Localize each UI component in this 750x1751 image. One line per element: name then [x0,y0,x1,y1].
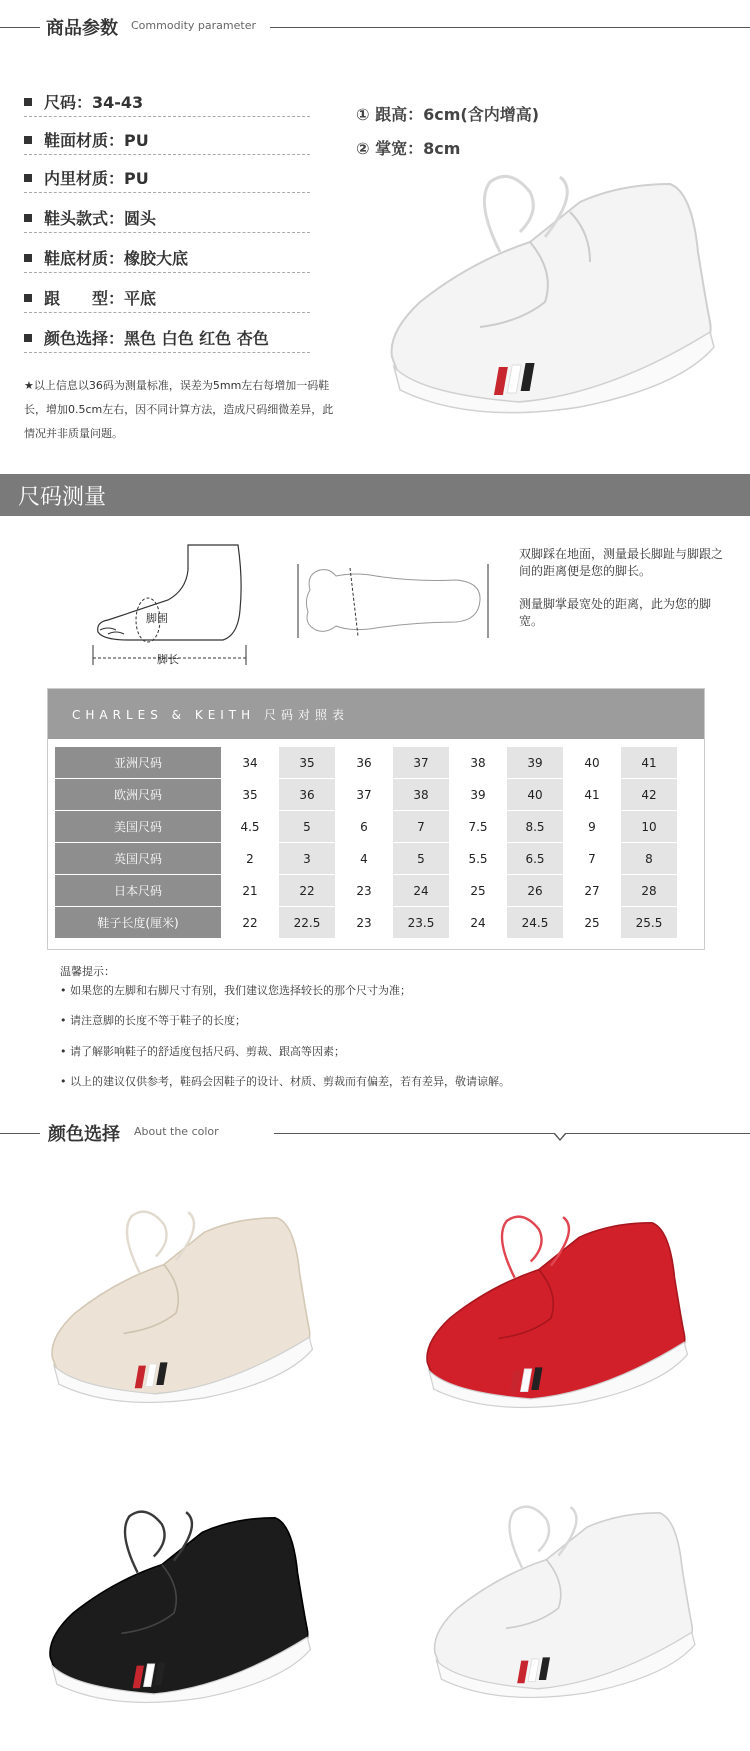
table-cell: 8 [621,843,678,875]
size-chart-title: CHARLES & KEITH 尺码对照表 [72,708,349,722]
black-shoe-image [38,1500,318,1710]
table-row [55,811,678,843]
red-shoe-image [415,1205,695,1415]
section-subtitle: About the color [134,1125,219,1138]
header-rule-left [0,27,40,28]
header-rule-left [0,1133,40,1134]
table-cell: 38 [450,747,507,779]
foot-top-diagram [296,560,492,642]
row-label: 亚洲尺码 [55,747,222,779]
table-cell: 25.5 [621,907,678,939]
table-cell: 24.5 [507,907,564,939]
banner-title: 尺码测量 [18,485,107,510]
param-text: 尺码：34-43 [44,93,144,112]
table-cell: 42 [621,779,678,811]
heel-height-spec: ① 跟高：6cm(含内增高) [356,105,540,124]
param-text: 鞋面材质：PU [44,131,149,150]
table-cell: 34 [222,747,279,779]
tip-item: • 如果您的左脚和右脚尺寸有别，我们建议您选择较长的那个尺寸为准； [60,984,411,997]
table-cell: 26 [507,875,564,907]
table-cell: 28 [621,875,678,907]
bullet-square-icon [24,174,32,182]
param-row [24,322,310,353]
size-measure-banner [0,474,750,516]
table-row [55,843,678,875]
size-table [54,746,678,939]
table-cell: 8.5 [507,811,564,843]
bullet-square-icon [24,334,32,342]
table-cell: 22 [222,907,279,939]
table-cell: 23 [336,875,393,907]
table-cell: 39 [507,747,564,779]
commodity-parameter-header [0,6,750,46]
header-notch-inner [555,1133,565,1139]
section-title: 商品参数 [46,18,118,39]
table-cell: 21 [222,875,279,907]
foot-girth-label: 脚围 [146,612,168,625]
table-cell: 27 [564,875,621,907]
table-cell: 24 [450,907,507,939]
table-row [55,875,678,907]
header-rule-right [270,27,750,28]
color-section-header [0,1112,750,1152]
table-cell: 25 [450,875,507,907]
header-rule-right [274,1133,750,1134]
bullet-square-icon [24,294,32,302]
param-text: 鞋头款式：圆头 [44,209,157,228]
tips-title: 温馨提示： [60,965,115,978]
table-cell: 37 [393,747,450,779]
table-cell: 22.5 [279,907,336,939]
section-title: 颜色选择 [48,1124,120,1145]
param-row [24,242,310,273]
table-cell: 7 [393,811,450,843]
param-row [24,86,310,117]
table-row [55,747,678,779]
table-cell: 35 [222,779,279,811]
table-row [55,907,678,939]
row-label: 英国尺码 [55,843,222,875]
param-text: 鞋底材质：橡胶大底 [44,249,189,268]
bullet-square-icon [24,98,32,106]
param-text: 内里材质：PU [44,169,149,188]
table-cell: 7 [564,843,621,875]
table-cell: 23 [336,907,393,939]
table-cell: 5.5 [450,843,507,875]
table-cell: 40 [507,779,564,811]
row-label: 美国尺码 [55,811,222,843]
param-row [24,202,310,233]
param-text: 跟 型：平底 [44,289,157,308]
table-cell: 40 [564,747,621,779]
foot-length-label: 脚长 [157,653,179,666]
table-cell: 2 [222,843,279,875]
white-shoe-image [380,162,720,422]
table-cell: 4 [336,843,393,875]
table-cell: 5 [393,843,450,875]
white-shoe-image-color [425,1495,700,1705]
table-cell: 41 [564,779,621,811]
table-cell: 9 [564,811,621,843]
table-cell: 36 [279,779,336,811]
table-cell: 4.5 [222,811,279,843]
table-cell: 3 [279,843,336,875]
table-cell: 38 [393,779,450,811]
table-cell: 6 [336,811,393,843]
table-cell: 7.5 [450,811,507,843]
measurement-note: ★以上信息以36码为测量标准，误差为5mm左右每增加一码鞋长，增加0.5cm左右，因不同计算方法，造成尺码细微差异，此情况并非质量问题。 [24,379,334,440]
table-row [55,779,678,811]
tip-item: • 请注意脚的长度不等于鞋子的长度； [60,1014,246,1027]
measure-text-width: 测量脚掌最宽处的距离，此为您的脚宽。 [519,597,712,628]
section-subtitle: Commodity parameter [131,19,257,32]
table-cell: 6.5 [507,843,564,875]
bullet-square-icon [24,254,32,262]
table-cell: 5 [279,811,336,843]
tip-item: • 请了解影响鞋子的舒适度包括尺码、剪裁、跟高等因素； [60,1045,345,1058]
param-row [24,282,310,313]
size-chart-header [48,689,704,739]
table-cell: 39 [450,779,507,811]
param-row [24,162,310,193]
param-text: 颜色选择：黑色 白色 红色 杏色 [44,329,269,348]
palm-width-spec: ② 掌宽：8cm [356,139,461,158]
table-cell: 10 [621,811,678,843]
table-cell: 36 [336,747,393,779]
size-chart [47,688,705,950]
table-cell: 23.5 [393,907,450,939]
table-cell: 25 [564,907,621,939]
bullet-square-icon [24,214,32,222]
measure-text-length: 双脚踩在地面，测量最长脚趾与脚跟之间的距离便是您的脚长。 [519,547,724,578]
param-row [24,124,310,155]
table-cell: 24 [393,875,450,907]
table-cell: 41 [621,747,678,779]
table-cell: 22 [279,875,336,907]
row-label: 日本尺码 [55,875,222,907]
row-label: 鞋子长度(厘米) [55,907,222,939]
row-label: 欧洲尺码 [55,779,222,811]
apricot-shoe-image [40,1200,320,1410]
table-cell: 35 [279,747,336,779]
tip-item: • 以上的建议仅供参考，鞋码会因鞋子的设计、材质、剪裁而有偏差，若有差异，敬请谅解。 [60,1075,510,1088]
bullet-square-icon [24,136,32,144]
table-cell: 37 [336,779,393,811]
